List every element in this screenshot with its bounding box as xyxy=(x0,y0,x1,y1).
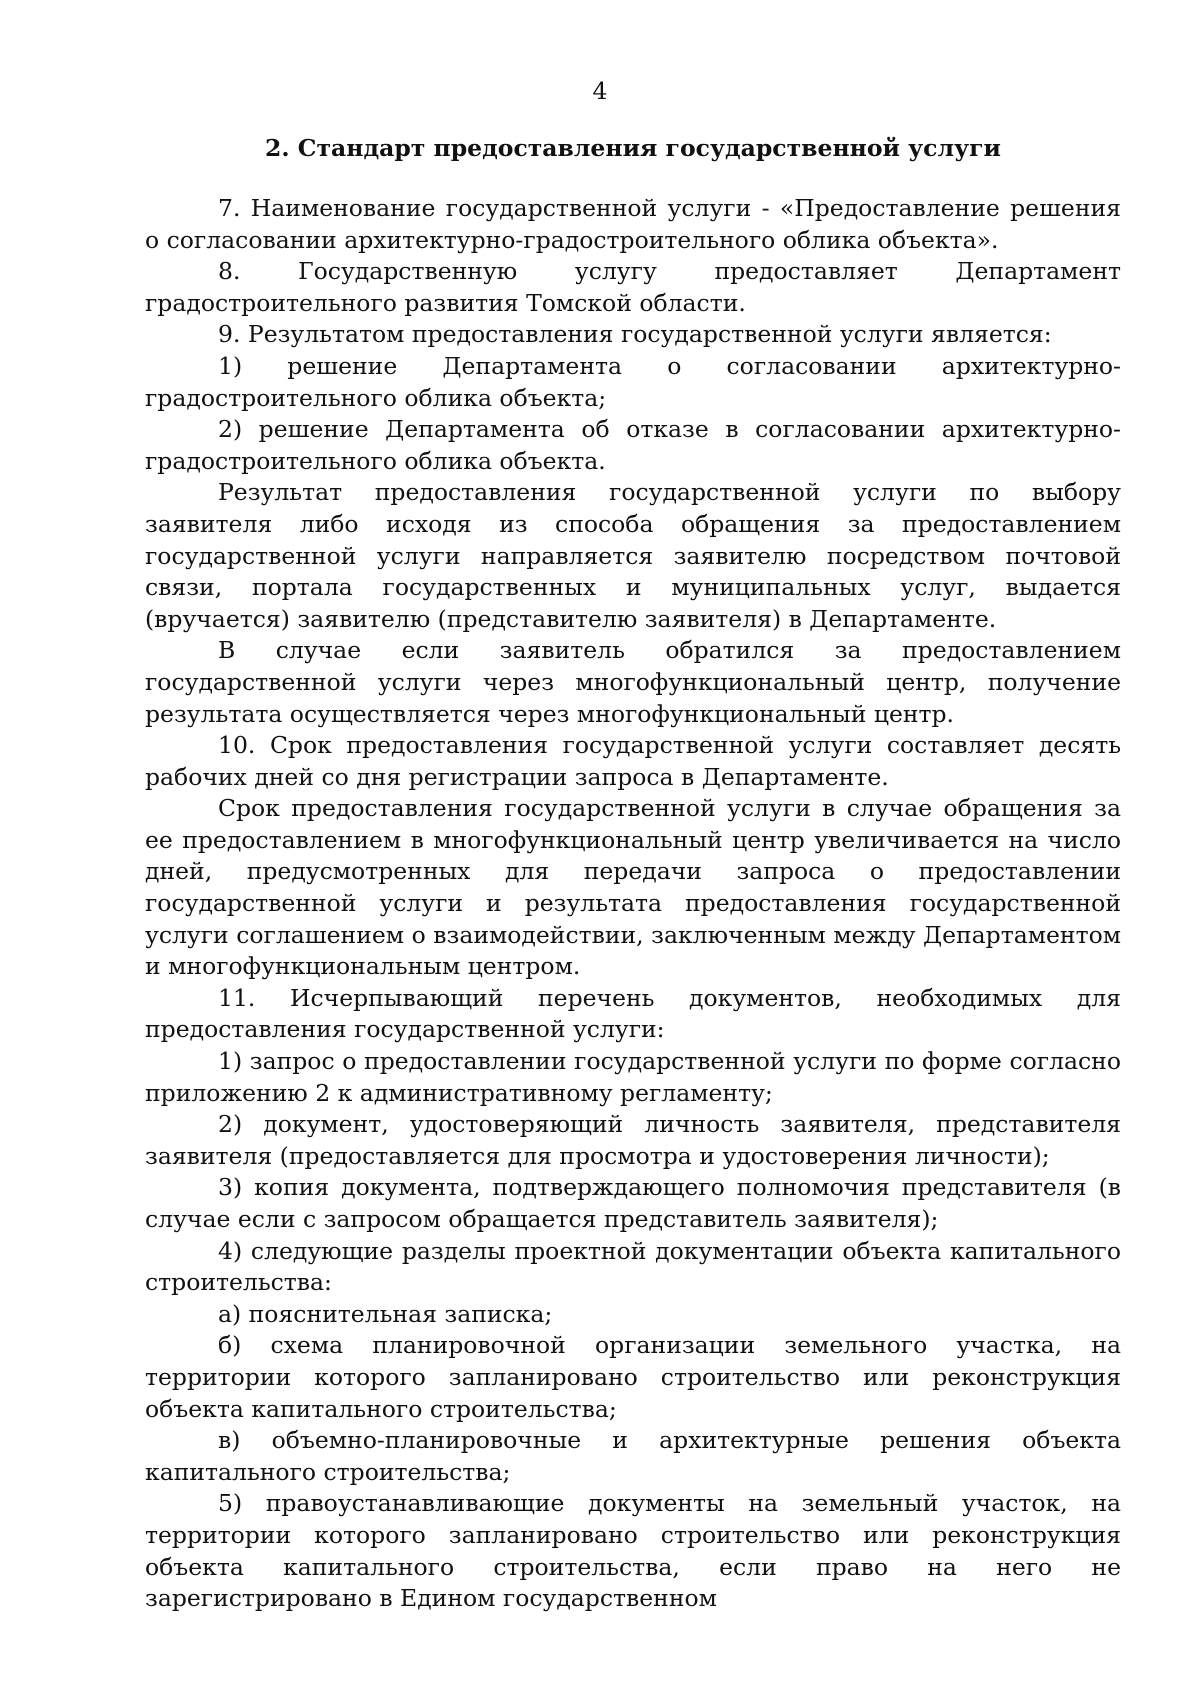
paragraph: В случае если заявитель обратился за предоставлением государственной услуги через многофункциональный центр, получение результата осуществляется через многофункциональный центр. xyxy=(145,636,1121,728)
list-item: 2) документ, удостоверяющий личность заявителя, представителя заявителя (предоставляется для просмотра и удостоверения личности); xyxy=(145,1110,1121,1170)
list-item: 4) следующие разделы проектной документации объекта капитального строительства: xyxy=(145,1236,1121,1297)
list-item: б) схема планировочной организации земельного участка, на территории которого запланировано строительство или реконструкция объекта капитального строительства; xyxy=(145,1331,1121,1423)
list-item: 5) правоустанавливающие документы на земельный участок, на территории которого запланировано строительство или реконструкция объекта капитального строительства, если право на него не зарегистрировано в Едином государственном xyxy=(145,1489,1121,1613)
list-item: 2) решение Департамента об отказе в согласовании архитектурно-градостроительного облика объекта. xyxy=(145,415,1121,475)
paragraph: Срок предоставления государственной услуги в случае обращения за ее предоставлением в многофункциональный центр увеличивается на число дней, предусмотренных для передачи запроса о предоставлении государственной услуги и результата предоставления государственной услуги соглашением о взаимодействии, заключенным между Департаментом и многофункциональным центром. xyxy=(145,794,1121,981)
list-item: 3) копия документа, подтверждающего полномочия представителя (в случае если с запросом обращается представитель заявителя); xyxy=(145,1173,1121,1233)
list-item: 1) запрос о предоставлении государственной услуги по форме согласно приложению 2 к административному регламенту; xyxy=(145,1047,1121,1107)
list-item: 1) решение Департамента о согласовании архитектурно-градостроительного облика объекта; xyxy=(145,351,1121,412)
list-item: а) пояснительная записка; xyxy=(218,1299,553,1328)
document-body xyxy=(145,193,1121,1615)
paragraph: Результат предоставления государственной услуги по выбору заявителя либо исходя из способа обращения за предоставлением государственной услуги направляется заявителю посредством почтовой связи, портала государственных и муниципальных услуг, выдается (вручается) заявителю (представителю заявителя) в Департаменте. xyxy=(145,478,1121,633)
list-item: в) объемно-планировочные и архитектурные решения объекта капитального строительства; xyxy=(145,1426,1121,1486)
paragraph: 10. Срок предоставления государственной услуги составляет десять рабочих дней со дня регистрации запроса в Департаменте. xyxy=(145,731,1121,791)
section-title: 2. Стандарт предоставления государственной услуги xyxy=(265,134,1001,162)
paragraph: 7. Наименование государственной услуги - «Предоставление решения о согласовании архитектурно-градостроительного облика объекта». xyxy=(145,194,1121,254)
page-number: 4 xyxy=(592,77,608,105)
paragraph: 9. Результатом предоставления государственной услуги является: xyxy=(218,320,1052,349)
paragraph: 11. Исчерпывающий перечень документов, необходимых для предоставления государственной услуги: xyxy=(145,983,1121,1044)
paragraph: 8. Государственную услугу предоставляет Департамент градостроительного развития Томской области. xyxy=(145,257,1121,317)
